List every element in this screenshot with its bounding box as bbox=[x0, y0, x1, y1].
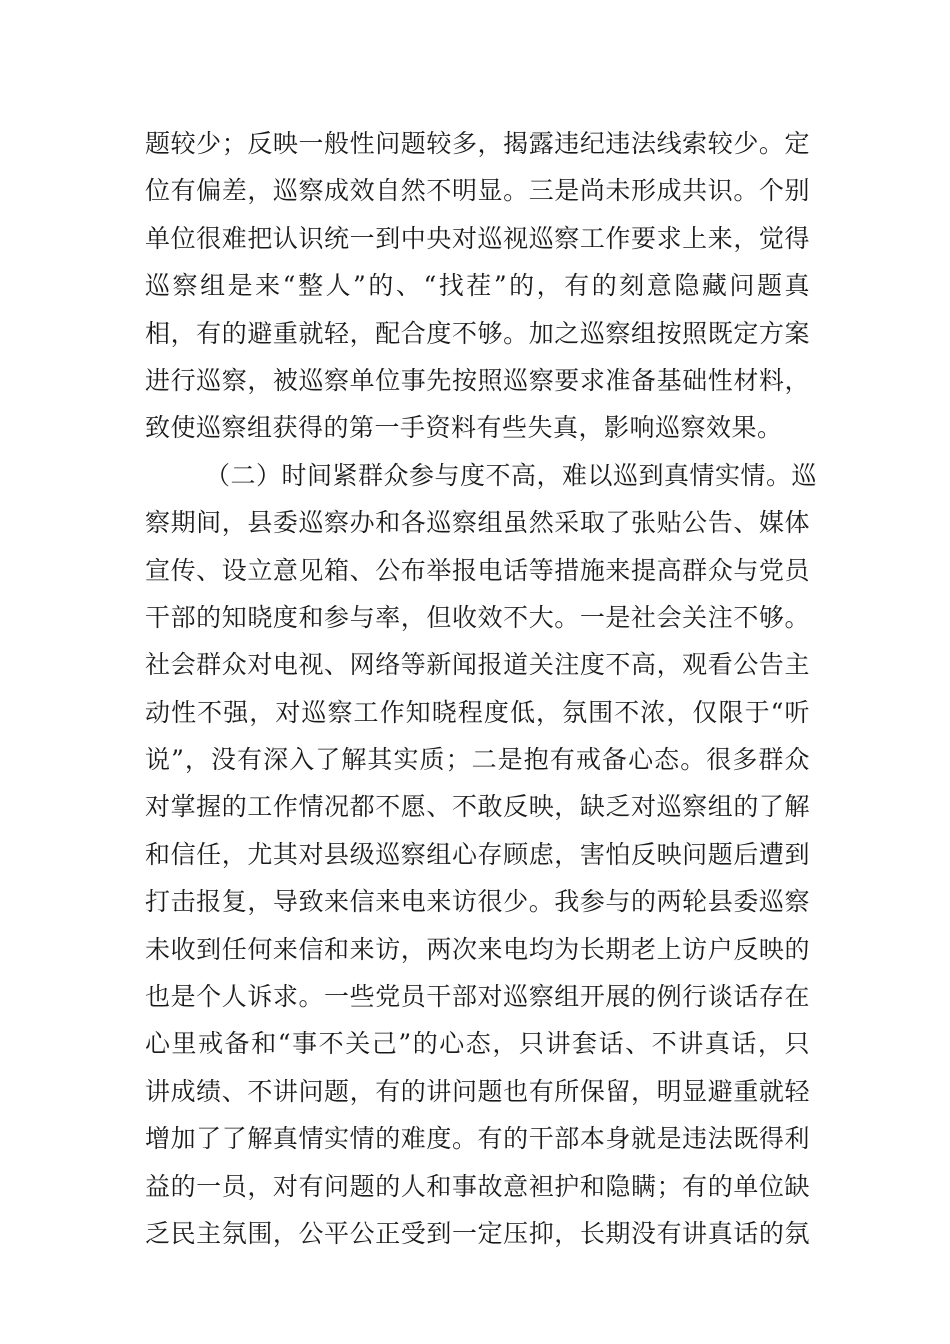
text-line: 心里戒备和“事不关己”的心态，只讲套话、不讲真话，只 bbox=[145, 1029, 810, 1059]
text-line: 和信任，尤其对县级巡察组心存顾虑，害怕反映问题后遭到 bbox=[145, 839, 810, 869]
text-line: 干部的知晓度和参与率，但收效不大。一是社会关注不够。 bbox=[145, 602, 810, 632]
text-line: 单位很难把认识统一到中央对巡视巡察工作要求上来，觉得 bbox=[145, 223, 810, 253]
text-line: 进行巡察，被巡察单位事先按照巡察要求准备基础性材料， bbox=[145, 365, 810, 395]
text-line: 未收到任何来信和来访，两次来电均为长期老上访户反映的 bbox=[145, 934, 810, 964]
text-line: 相，有的避重就轻，配合度不够。加之巡察组按照既定方案 bbox=[145, 318, 810, 348]
text-line: 动性不强，对巡察工作知晓程度低，氛围不浓，仅限于“听 bbox=[145, 697, 810, 727]
text-line: 增加了了解真情实情的难度。有的干部本身就是违法既得利 bbox=[145, 1124, 810, 1154]
text-line: 巡察组是来“整人”的、“找茬”的，有的刻意隐藏问题真 bbox=[145, 271, 810, 301]
text-line: 说”，没有深入了解其实质；二是抱有戒备心态。很多群众 bbox=[145, 745, 810, 775]
text-line: 致使巡察组获得的第一手资料有些失真，影响巡察效果。 bbox=[145, 413, 783, 443]
text-line: 讲成绩、不讲问题，有的讲问题也有所保留，明显避重就轻 bbox=[145, 1076, 810, 1106]
text-line: 社会群众对电视、网络等新闻报道关注度不高，观看公告主 bbox=[145, 650, 810, 680]
text-line: 题较少；反映一般性问题较多，揭露违纪违法线索较少。定 bbox=[145, 129, 810, 158]
section-heading-line: （二）时间紧群众参与度不高，难以巡到真情实情。巡 bbox=[205, 460, 818, 490]
body-text bbox=[145, 120, 818, 1257]
text-line: 察期间，县委巡察办和各巡察组虽然采取了张贴公告、媒体 bbox=[145, 508, 810, 538]
text-line: 乏民主氛围，公平公正受到一定压抑，长期没有讲真话的氛 bbox=[145, 1218, 810, 1248]
text-line: 打击报复，导致来信来电来访很少。我参与的两轮县委巡察 bbox=[145, 887, 810, 917]
text-line: 益的一员，对有问题的人和事故意袒护和隐瞒；有的单位缺 bbox=[145, 1171, 810, 1201]
text-line: 也是个人诉求。一些党员干部对巡察组开展的例行谈话存在 bbox=[145, 982, 810, 1012]
text-line: 宣传、设立意见箱、公布举报电话等措施来提高群众与党员 bbox=[145, 555, 810, 585]
text-line: 对掌握的工作情况都不愿、不敢反映，缺乏对巡察组的了解 bbox=[145, 792, 810, 822]
text-line: 位有偏差，巡察成效自然不明显。三是尚未形成共识。个别 bbox=[145, 176, 810, 206]
